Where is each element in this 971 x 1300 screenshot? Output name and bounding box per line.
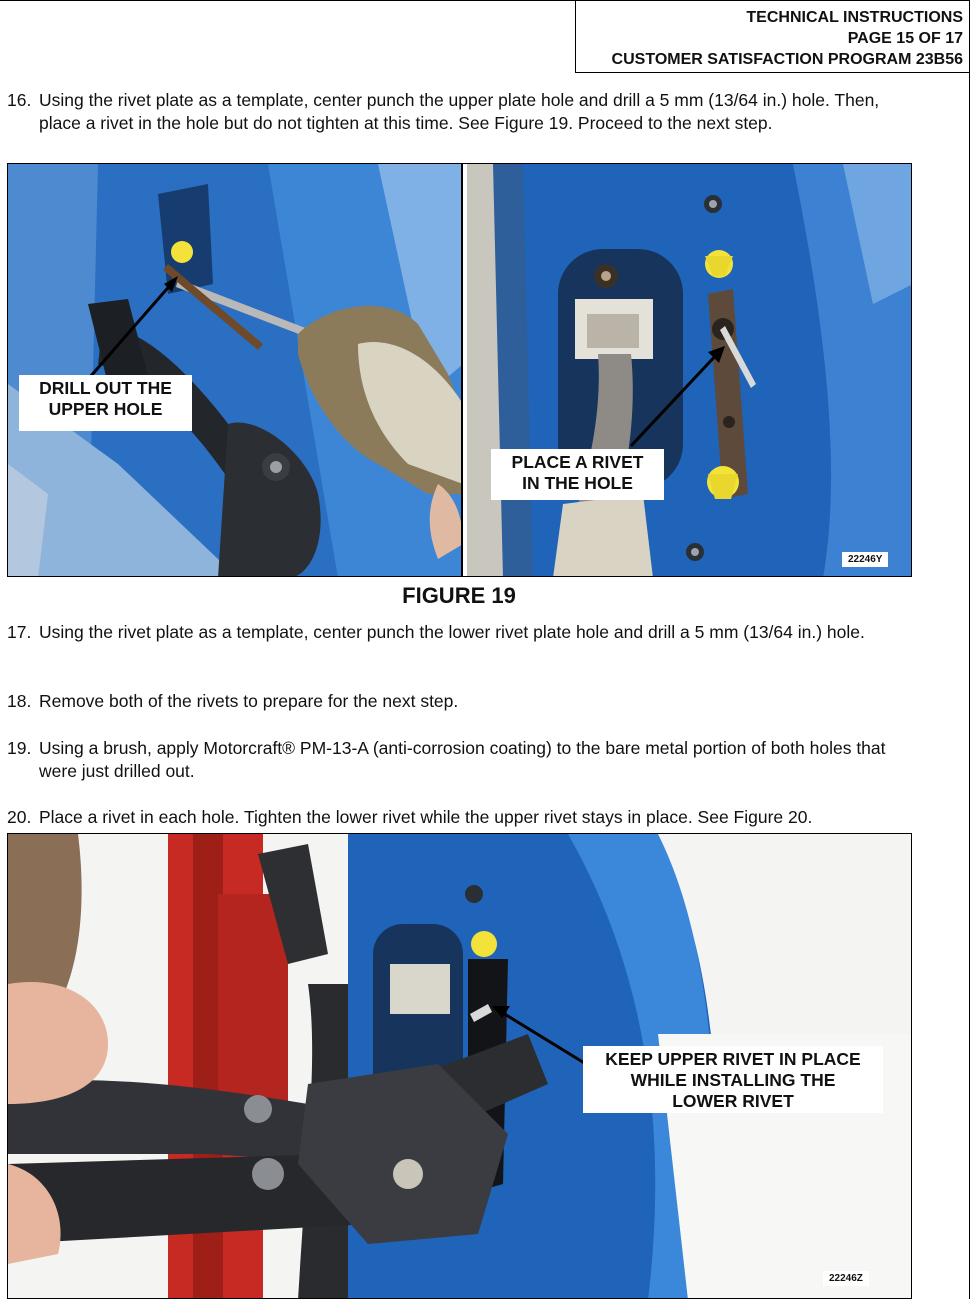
- step-16: [7, 89, 922, 135]
- header-title: TECHNICAL INSTRUCTIONS: [746, 9, 963, 26]
- header-page-number: PAGE 15 OF 17: [847, 30, 963, 47]
- callout-place-rivet: [491, 449, 664, 500]
- callout-line: UPPER HOLE: [48, 399, 163, 419]
- callout-line: KEEP UPPER RIVET IN PLACE: [605, 1049, 861, 1069]
- step-number: 16.: [7, 90, 32, 110]
- step-text: Place a rivet in each hole. Tighten the lower rivet while the upper rivet stays in place. See Figure 20.: [39, 807, 813, 827]
- figure20-image-id: 22246Z: [823, 1271, 869, 1286]
- callout-line: LOWER RIVET: [672, 1091, 794, 1111]
- step-number: 19.: [7, 738, 32, 758]
- step-19: [7, 737, 922, 783]
- figure19-image-id: 22246Y: [842, 552, 888, 567]
- figure19-caption: FIGURE 19: [402, 583, 516, 608]
- document-header: [575, 0, 969, 73]
- step-20: [7, 806, 922, 829]
- callout-line: IN THE HOLE: [522, 473, 633, 493]
- callout-keep-upper-rivet: [583, 1046, 883, 1113]
- step-text: Using the rivet plate as a template, center punch the upper plate hole and drill a 5 mm (13/64 in.) hole. Then, place a rivet in the hole but do not tighten at this time. See Figure 19. Proceed to the next step.: [39, 90, 880, 133]
- figure19-drill-photo: [7, 163, 462, 577]
- step-18: [7, 690, 922, 713]
- callout-line: WHILE INSTALLING THE: [630, 1070, 836, 1090]
- step-text: Using a brush, apply Motorcraft® PM-13-A (anti-corrosion coating) to the bare metal portion of both holes that were just drilled out.: [39, 738, 886, 781]
- callout-line: PLACE A RIVET: [511, 452, 644, 472]
- callout-line: DRILL OUT THE: [39, 378, 172, 398]
- step-number: 20.: [7, 807, 32, 827]
- step-text: Using the rivet plate as a template, center punch the lower rivet plate hole and drill a 5 mm (13/64 in.) hole.: [39, 622, 865, 642]
- callout-drill-upper-hole: [19, 375, 192, 431]
- step-text: Remove both of the rivets to prepare for the next step.: [39, 691, 459, 711]
- figure19-rivet-photo: [462, 163, 912, 577]
- header-program: CUSTOMER SATISFACTION PROGRAM 23B56: [611, 51, 963, 68]
- step-number: 18.: [7, 691, 32, 711]
- step-17: [7, 621, 922, 644]
- step-number: 17.: [7, 622, 32, 642]
